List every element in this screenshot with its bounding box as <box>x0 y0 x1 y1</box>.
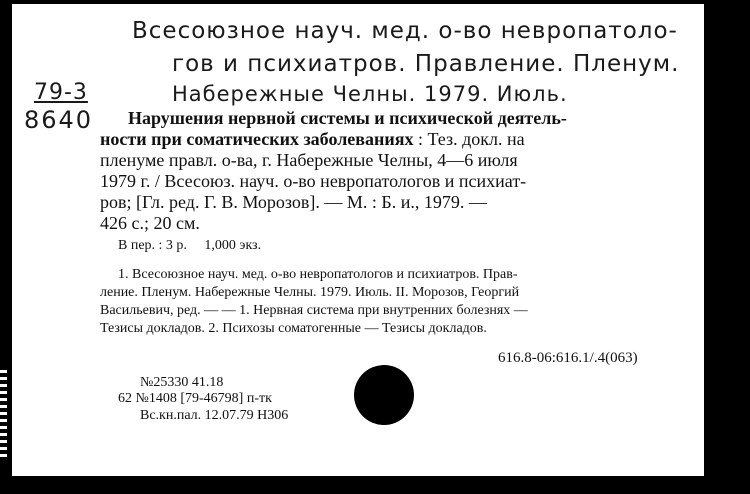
entry-title-bold: ности при соматических заболеваниях <box>100 129 414 149</box>
entry-line-6: 426 с.; 20 см. <box>100 213 200 233</box>
handwritten-line-1: Всесоюзное науч. мед. о-во невропатоло- <box>132 18 678 44</box>
handwritten-line-2: гов и психиатров. Правление. Пленум. <box>172 51 680 77</box>
entry-title-line-1: Нарушения нервной системы и психической деятель- <box>128 108 567 128</box>
classification-code: 616.8-06:616.1/.4(063) <box>498 350 638 366</box>
footer-line-2: 62 №1408 [79-46798] п-тк <box>118 391 272 406</box>
shelfmark-top: 79-3 <box>34 80 88 105</box>
edge-marks <box>0 370 8 480</box>
punch-hole <box>354 365 414 425</box>
tracing-line-3: Васильевич, ред. — — 1. Нервная система при внутренних болезнях — <box>100 303 528 318</box>
entry-line-3: пленуме правл. о-ва, г. Набережные Челны, 4—6 июля <box>100 150 518 170</box>
entry-title-line-2 <box>100 129 525 150</box>
handwritten-line-3: Набережные Челны. 1979. Июль. <box>172 82 568 106</box>
shelfmark-bottom: 8640 <box>24 106 94 134</box>
price-line: В пер. : 3 р. 1,000 экз. <box>118 238 262 253</box>
entry-line-4: 1979 г. / Всесоюз. науч. о-во невропатологов и психиат- <box>100 171 527 191</box>
tracing-line-1: 1. Всесоюзное науч. мед. о-во невропатологов и психиатров. Прав- <box>118 267 518 282</box>
footer-line-3: Вс.кн.пал. 12.07.79 Н306 <box>140 408 289 423</box>
tracing-line-2: ление. Пленум. Набережные Челны. 1979. Июль. II. Морозов, Георгий <box>100 285 520 300</box>
entry-title-rest: : Тез. докл. на <box>418 129 525 149</box>
entry-line-5: ров; [Гл. ред. Г. В. Морозов]. — М. : Б. и., 1979. — <box>100 192 487 212</box>
tracing-line-4: Тезисы докладов. 2. Психозы соматогенные — Тезисы докладов. <box>100 321 487 336</box>
footer-line-1: №25330 41.18 <box>140 375 224 390</box>
catalog-card <box>12 4 704 476</box>
